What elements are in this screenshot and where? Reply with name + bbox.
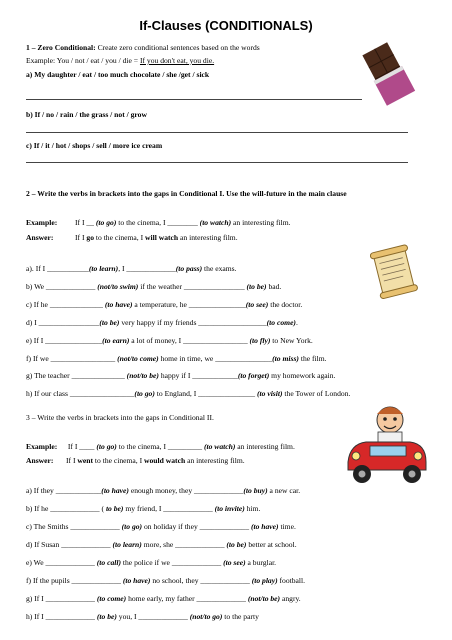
exercise-item [26,558,276,567]
item-text: football. [277,576,306,585]
verb-hint: (to be) [96,612,117,621]
item-text: home in time, we _______________ [158,353,273,363]
verb-hint: (to see) [223,558,246,567]
s1-item-a: a) My daughter / eat / too much chocolate / she /get / sick [26,70,210,79]
verb-hint: (not/to swim) [97,281,139,291]
exercise-item [26,336,313,345]
exercise-item [26,300,302,309]
item-text: him. [244,504,261,513]
s2-answer: Answer: If I go to the cinema, I will watch an interesting film. [26,233,238,242]
item-text: to England, I _______________ [154,389,257,399]
verb-hint: (not/to be) [126,371,159,381]
item-text: very happy if my friends __________________ [119,317,267,327]
item-text: d) If Susan _____________ [26,540,113,549]
exercise-item [26,282,281,291]
exercise-item [26,504,260,513]
item-text: f) If we _________________ [26,353,118,363]
verb-hint: (to visit) [256,389,283,399]
verb-hint: (to miss) [272,353,299,363]
item-text: a new car. [267,486,301,495]
item-text: bad. [266,281,282,291]
item-text: time. [278,522,296,531]
s3-answer: Answer: If I went to the cinema, I would watch an interesting film. [26,456,245,465]
s1-example: Example: You / not / eat / you / die = If you don't eat, you die. [26,56,215,65]
item-text: you, I _____________ [116,612,190,621]
verb-hint: (to earn) [102,335,130,345]
item-text: to the party [222,612,259,621]
item-text: a) If they ____________ [26,486,102,495]
item-text: a). If I ___________ [26,264,89,273]
verb-hint: (to forget) [237,371,270,381]
item-text: enough money, they _____________ [128,486,244,495]
item-text: the Tower of London. [282,389,351,399]
item-text: happy if I ____________ [158,371,238,381]
verb-hint: (to have) [122,576,151,585]
verb-hint: (to come) [266,317,296,327]
s3-example: Example: If I ____ (to go) to the cinema, I _________ (to watch) an interesting film. [26,442,295,451]
item-text: the film. [298,353,327,363]
item-text: the doctor. [268,299,303,309]
s2-heading: 2 – Write the verbs in brackets into the gaps in Conditional I. Use the will-future in the main clause [26,189,347,198]
exercise-item [26,389,350,398]
verb-hint: (to go) [121,522,143,531]
verb-hint: (to have) [104,299,133,309]
item-text: g) If I _____________ [26,594,97,603]
exercise-item [26,612,259,621]
item-text: h) If our class _________________ [26,389,135,399]
item-text: h) If I _____________ [26,612,97,621]
verb-hint: (to be) [246,281,267,291]
verb-hint: (to fly) [249,335,271,345]
verb-hint: to be) [105,504,124,513]
verb-hint: (to learn) [88,264,119,273]
exercise-item [26,594,301,603]
exercise-item [26,371,336,380]
item-text: g) The teacher ______________ [26,371,127,381]
verb-hint: (to come) [96,594,127,603]
exercise-item [26,318,298,327]
item-text: f) If the pupils _____________ [26,576,123,585]
answer-line [26,99,362,100]
answer-line [26,132,408,133]
scroll-icon [370,244,420,300]
item-text: a burglar. [245,558,277,567]
verb-hint: (to play) [251,576,278,585]
car-cartoon-icon [340,400,432,488]
verb-hint: (to buy) [243,486,268,495]
item-text: to New York. [270,335,313,345]
verb-hint: (to be) [99,317,120,327]
item-text: my friend, I _____________ [123,504,215,513]
verb-hint: (not/to go) [189,612,223,621]
item-text: d) I ________________ [26,317,100,327]
item-text: home early, my father _____________ [126,594,248,603]
item-text: more, she _____________ [141,540,227,549]
s1-item-c: c) If / it / hot / shops / sell / more ice cream [26,141,163,150]
item-text: the police if we _____________ [121,558,224,567]
item-text: no school, they _____________ [150,576,252,585]
item-text: if the weather ________________ [138,281,247,291]
item-text: e) If I _______________ [26,335,103,345]
item-text: c) The Smiths _____________ [26,522,122,531]
exercise-item [26,486,300,495]
item-text: b) We _____________ [26,281,98,291]
verb-hint: (to see) [245,299,269,309]
item-text: b) If he _____________ ( [26,504,106,513]
verb-hint: (to call) [96,558,121,567]
verb-hint: (to have) [101,486,129,495]
chocolate-bar-icon [360,38,422,108]
verb-hint: (to be) [226,540,247,549]
item-text: better at school. [246,540,297,549]
item-text: the exams. [202,264,237,273]
verb-hint: (to invite) [214,504,245,513]
exercise-item [26,354,327,363]
s1-item-b: b) If / no / rain / the grass / not / grow [26,110,147,119]
exercise-item [26,540,297,549]
verb-hint: (not/to come) [117,353,159,363]
item-text: e) We _____________ [26,558,97,567]
item-text: c) If he ______________ [26,299,105,309]
exercise-item [26,576,305,585]
verb-hint: (to learn) [112,540,142,549]
s3-heading: 3 – Write the verbs in brackets into the gaps in Conditional II. [26,413,214,422]
item-text: my homework again. [269,371,336,381]
item-text: a lot of money, I _________________ [129,335,250,345]
verb-hint: (to have) [250,522,279,531]
s1-heading: 1 – Zero Conditional: Create zero conditional sentences based on the words [26,43,260,52]
exercise-item [26,264,237,273]
item-text: . [295,317,298,327]
verb-hint: (not/to be) [247,594,281,603]
s2-example: Example: If I __ (to go) to the cinema, I ________ (to watch) an interesting film. [26,218,291,227]
item-text: angry. [280,594,301,603]
item-text: , I _____________ [118,264,176,273]
exercise-item [26,522,296,531]
item-text: a temperature, he _______________ [132,299,246,309]
page-title: If-Clauses (CONDITIONALS) [139,18,313,33]
verb-hint: (to go) [134,389,155,399]
item-text: on holiday if they _____________ [142,522,251,531]
answer-line [26,162,408,163]
verb-hint: (to pass) [175,264,203,273]
